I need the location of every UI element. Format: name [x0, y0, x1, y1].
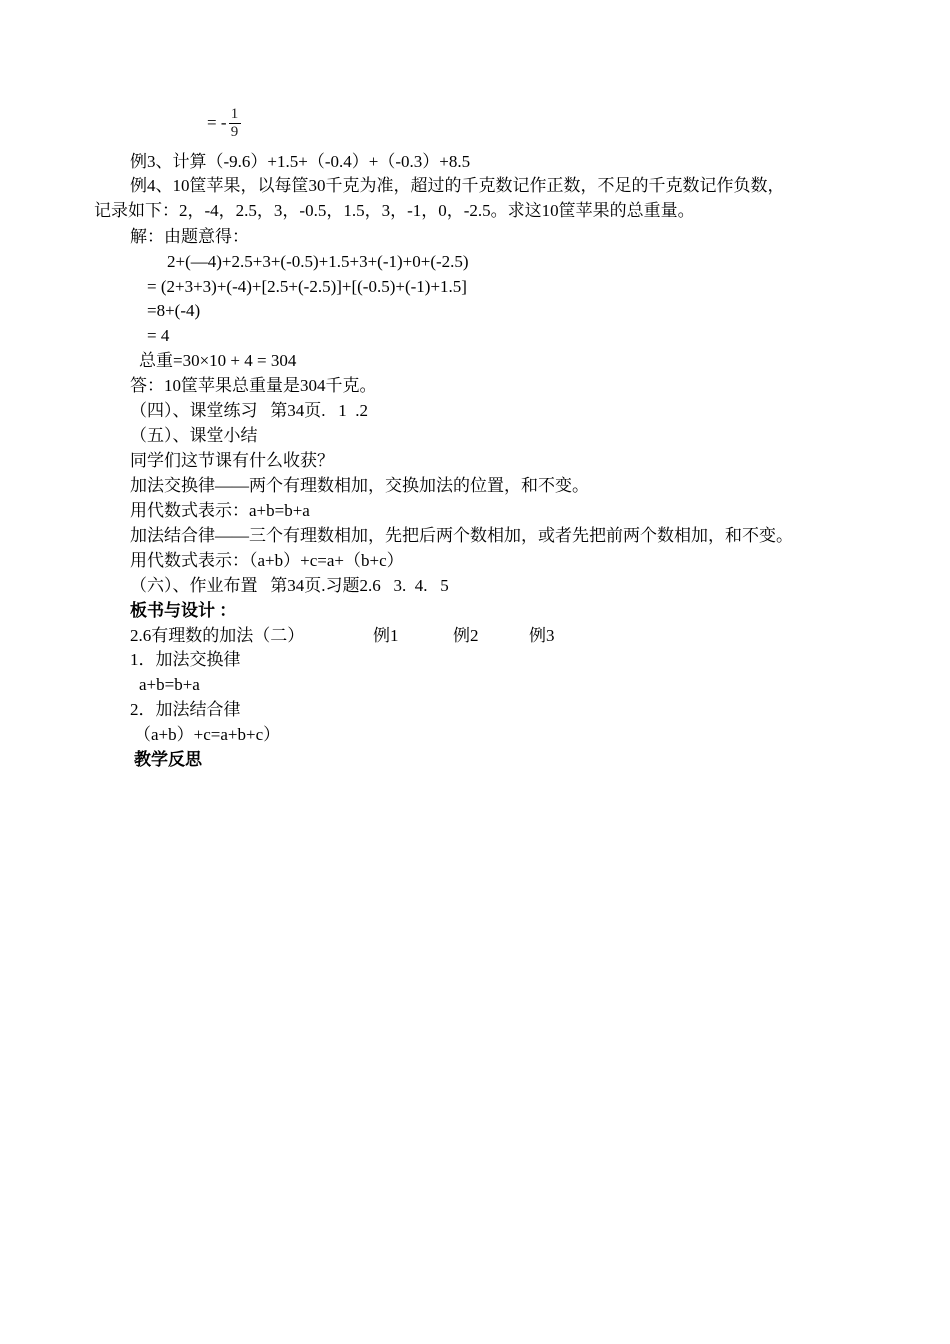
- fraction: [229, 106, 241, 141]
- section-practice: （四）、课堂练习 第34页. 1 .2: [130, 401, 368, 420]
- board-example-1: 例1: [373, 626, 399, 645]
- associative-law: 加法结合律——三个有理数相加，先把后两个数相加，或者先把前两个数相加，和不变。: [130, 526, 793, 545]
- total-weight: 总重=30×10 + 4 = 304: [139, 351, 297, 370]
- fraction-numerator: 1: [230, 105, 239, 122]
- board-item-2-expression: （a+b）+c=a+b+c）: [134, 725, 281, 744]
- solution-heading: 解：由题意得：: [130, 227, 249, 246]
- commutative-law: 加法交换律——两个有理数相加，交换加法的位置，和不变。: [130, 476, 589, 495]
- example-3: 例3、计算（-9.6）+1.5+（-0.4）+（-0.3）+8.5: [130, 152, 471, 171]
- board-heading: 板书与设计 ：: [130, 601, 237, 620]
- fraction-prefix: = -: [207, 113, 227, 132]
- board-item-1: 1．加法交换律: [130, 650, 241, 669]
- calc-step-3: =8+(-4): [147, 301, 201, 320]
- calc-step-2: = (2+3+3)+(-4)+[2.5+(-2.5)]+[(-0.5)+(-1)+1.5]: [147, 277, 467, 296]
- fraction-result: [207, 100, 241, 146]
- calc-step-4: = 4: [147, 326, 170, 345]
- board-example-3: 例3: [529, 626, 555, 645]
- answer: 答：10筐苹果总重量是304千克。: [130, 376, 377, 395]
- fraction-denominator: 9: [230, 123, 239, 140]
- calc-step-1: 2+(—4)+2.5+3+(-0.5)+1.5+3+(-1)+0+(-2.5): [167, 252, 469, 271]
- section-homework: （六）、作业布置 第34页.习题2.6 3. 4. 5: [130, 576, 449, 595]
- board-item-1-expression: a+b=b+a: [139, 675, 200, 694]
- summary-question: 同学们这节课有什么收获？: [130, 451, 334, 470]
- board-title: 2.6有理数的加法（二）: [130, 626, 305, 645]
- example-4-line-2: 记录如下：2，-4，2.5，3，-0.5，1.5，3，-1，0，-2.5。求这10筐苹果的总重量。: [94, 201, 695, 220]
- commutative-expression: 用代数式表示：a+b=b+a: [130, 501, 310, 520]
- associative-expression: 用代数式表示：（a+b）+c=a+（b+c）: [130, 551, 404, 570]
- section-summary: （五）、课堂小结: [130, 426, 258, 445]
- board-example-2: 例2: [453, 626, 479, 645]
- reflection-heading: 教学反思: [134, 750, 202, 769]
- board-item-2: 2．加法结合律: [130, 700, 241, 719]
- example-4-line-1: 例4、10筐苹果，以每筐30千克为准，超过的千克数记作正数，不足的千克数记作负数，: [130, 176, 785, 195]
